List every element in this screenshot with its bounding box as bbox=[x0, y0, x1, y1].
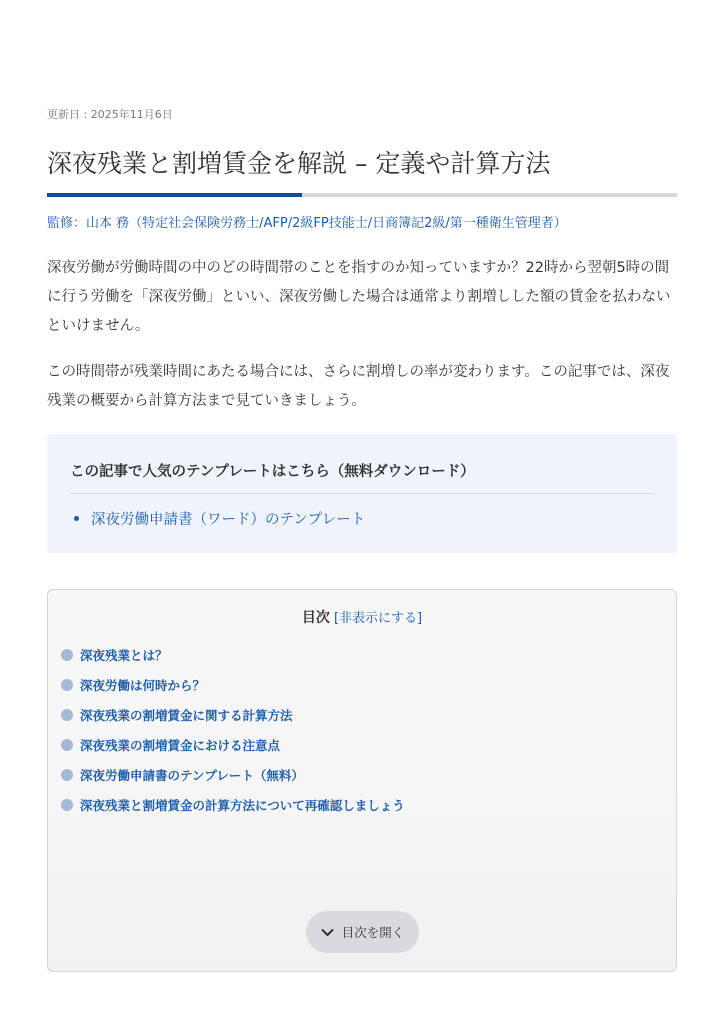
bullet-icon bbox=[74, 516, 79, 521]
toc-item[interactable] bbox=[61, 735, 280, 755]
circle-bullet-icon bbox=[61, 739, 73, 751]
circle-bullet-icon bbox=[61, 709, 73, 721]
title-underline-accent bbox=[47, 193, 302, 197]
toc-link[interactable]: 深夜残業の割増賃金に関する計算方法 bbox=[80, 708, 293, 723]
intro-paragraph-2: この時間帯が残業時間にあたる場合には、さらに割増しの率が変わります。この記事では、深夜残業の概要から計算方法まで見ていきましょう。 bbox=[47, 364, 670, 409]
toc-link[interactable]: 深夜労働申請書のテンプレート（無料） bbox=[80, 768, 304, 783]
toc-link[interactable]: 深夜労働は何時から？ bbox=[80, 678, 206, 693]
toc-header bbox=[47, 607, 677, 627]
toc-open-button[interactable] bbox=[306, 911, 419, 953]
toc-item[interactable] bbox=[61, 645, 168, 665]
toc-link[interactable]: 深夜残業と割増賃金の計算方法について再確認しましょう bbox=[80, 798, 405, 813]
toc-item[interactable] bbox=[61, 795, 405, 815]
template-box-divider bbox=[70, 493, 655, 494]
page-title: 深夜残業と割増賃金を解説 – 定義や計算方法 bbox=[47, 149, 551, 178]
template-link-night-work-application[interactable]: 深夜労働申請書（ワード）のテンプレート bbox=[91, 512, 366, 528]
supervisor-credit: 監修：山本 務（特定社会保険労務士/AFP/2級FP技能士/日商簿記2級/第一種衛生管理者） bbox=[47, 216, 567, 231]
updated-date: 更新日 : 2025年11月6日 bbox=[47, 108, 173, 121]
toc-item[interactable] bbox=[61, 765, 304, 785]
toc-item[interactable] bbox=[61, 675, 205, 695]
chevron-down-icon bbox=[321, 928, 334, 937]
toc-open-label: 目次を開く bbox=[341, 925, 405, 940]
circle-bullet-icon bbox=[61, 769, 73, 781]
title-underline bbox=[47, 193, 677, 197]
toc-hide-toggle[interactable]: [非表示にする] bbox=[333, 611, 423, 626]
intro-paragraph-1: 深夜労働が労働時間の中のどの時間帯のことを指すのか知っていますか？22時から翌朝5時の間に行う労働を「深夜労働」といい、深夜労働した場合は通常より割増しした額の賃金を払わないといけません。 bbox=[47, 260, 671, 334]
toc-item[interactable] bbox=[61, 705, 293, 725]
template-box-heading: この記事で人気のテンプレートはこちら（無料ダウンロード） bbox=[70, 464, 475, 480]
circle-bullet-icon bbox=[61, 649, 73, 661]
toc-link[interactable]: 深夜残業の割増賃金における注意点 bbox=[80, 738, 281, 753]
toc-link[interactable]: 深夜残業とは？ bbox=[80, 648, 168, 663]
toc-title: 目次 bbox=[301, 610, 330, 626]
circle-bullet-icon bbox=[61, 679, 73, 691]
circle-bullet-icon bbox=[61, 799, 73, 811]
